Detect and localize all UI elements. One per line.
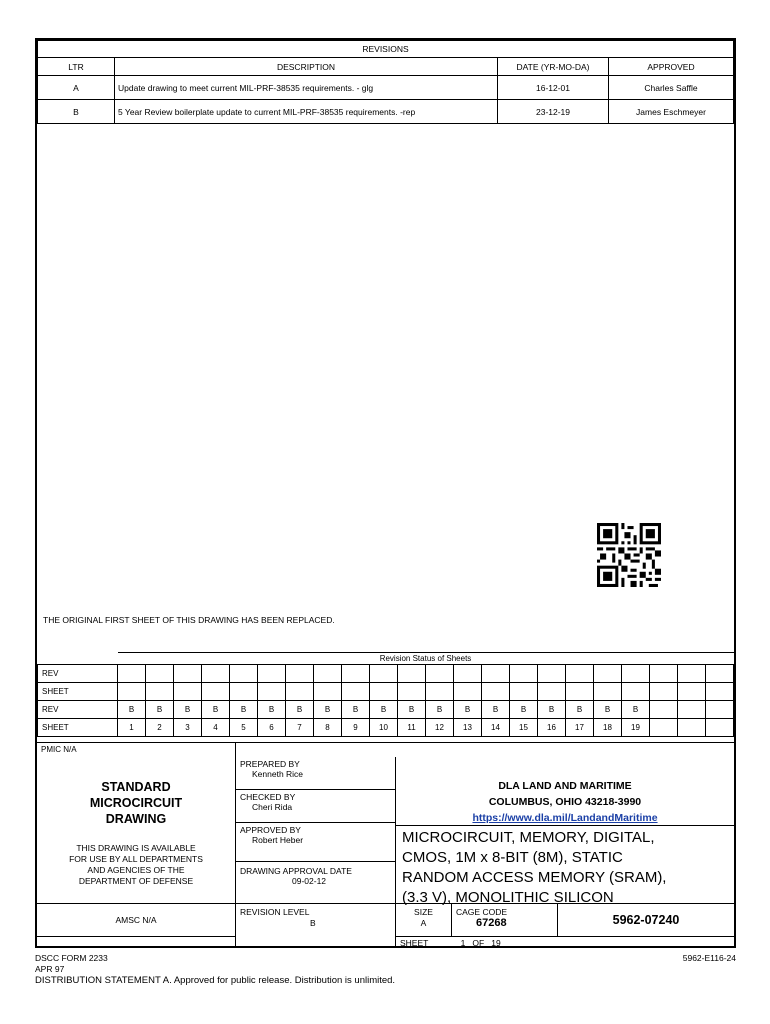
availability-line1: THIS DRAWING IS AVAILABLE	[76, 843, 196, 853]
revisions-table	[37, 40, 734, 124]
status-cell-empty	[258, 683, 286, 701]
rev-desc: 5 Year Review boilerplate update to current MIL-PRF-38535 requirements. -rep	[115, 100, 498, 124]
rev-ltr: B	[38, 100, 115, 124]
status-cell-empty	[202, 665, 230, 683]
checked-label: CHECKED BY	[240, 792, 296, 802]
footer-code: 5962-E116-24	[682, 953, 736, 963]
cage-code-cell	[452, 903, 558, 936]
status-cell-empty	[286, 665, 314, 683]
status-cell: B	[174, 701, 202, 719]
status-cell-empty	[230, 665, 258, 683]
status-cell-empty	[650, 665, 678, 683]
revision-row	[38, 100, 734, 124]
status-cell-empty	[118, 665, 146, 683]
checked-by: Cheri Rida	[252, 802, 293, 812]
sheet-value: 1 OF 19	[460, 938, 501, 948]
sheet-cell	[396, 936, 734, 948]
status-cell: B	[258, 701, 286, 719]
status-cell: 4	[202, 719, 230, 737]
size-label: SIZE	[414, 907, 433, 917]
approved-by-cell	[236, 823, 396, 862]
status-cell: B	[202, 701, 230, 719]
standard-drawing-block	[37, 757, 236, 903]
status-cell: B	[426, 701, 454, 719]
availability-line3: AND AGENCIES OF THE	[87, 865, 185, 875]
status-cell-empty	[146, 665, 174, 683]
revisions-title: REVISIONS	[38, 41, 734, 58]
status-cell: 5	[230, 719, 258, 737]
revision-status-title: Revision Status of Sheets	[118, 653, 734, 665]
rev-label: REV	[38, 701, 118, 719]
revision-level-cell	[236, 903, 396, 948]
status-cell-empty	[538, 683, 566, 701]
prepared-by-cell	[236, 757, 396, 790]
prepared-by: Kenneth Rice	[252, 769, 304, 779]
size-value: A	[420, 918, 427, 928]
status-cell-empty	[398, 665, 426, 683]
status-cell: 14	[482, 719, 510, 737]
status-cell: B	[314, 701, 342, 719]
status-cell-empty	[426, 683, 454, 701]
status-cell: B	[286, 701, 314, 719]
status-cell-empty	[594, 665, 622, 683]
status-cell-empty	[678, 719, 706, 737]
sheet-label: SHEET	[38, 683, 118, 701]
availability-line4: DEPARTMENT OF DEFENSE	[78, 876, 194, 886]
dla-link[interactable]: https://www.dla.mil/LandandMaritime	[472, 812, 658, 824]
original-sheet-note: THE ORIGINAL FIRST SHEET OF THIS DRAWING HAS BEEN REPLACED.	[43, 615, 335, 625]
approval-date: 09-02-12	[292, 876, 327, 886]
status-cell: B	[510, 701, 538, 719]
revision-row	[38, 76, 734, 100]
status-cell-empty	[566, 683, 594, 701]
status-cell-empty	[286, 683, 314, 701]
drawing-title	[396, 826, 734, 906]
header-approved: APPROVED	[609, 58, 734, 76]
header-date: DATE (YR-MO-DA)	[498, 58, 609, 76]
header-ltr: LTR	[38, 58, 115, 76]
sheet-cell-label: SHEET	[400, 938, 429, 948]
amsc-label: AMSC N/A	[37, 903, 236, 936]
status-cell-empty	[650, 719, 678, 737]
status-cell: 16	[538, 719, 566, 737]
status-cell: 2	[146, 719, 174, 737]
status-cell: 19	[622, 719, 650, 737]
dla-city: COLUMBUS, OHIO 43218-3990	[488, 796, 642, 808]
revision-level: B	[310, 918, 316, 928]
status-cell-empty	[398, 683, 426, 701]
status-cell-empty	[454, 665, 482, 683]
status-cell-empty	[454, 683, 482, 701]
status-cell: B	[454, 701, 482, 719]
approval-date-cell	[236, 862, 396, 903]
header-description: DESCRIPTION	[115, 58, 498, 76]
status-cell-empty	[706, 719, 734, 737]
rev-desc: Update drawing to meet current MIL-PRF-38535 requirements. - glg	[115, 76, 498, 100]
status-cell-empty	[594, 683, 622, 701]
status-cell-empty	[622, 665, 650, 683]
status-cell: 15	[510, 719, 538, 737]
status-cell: B	[482, 701, 510, 719]
status-cell-empty	[230, 683, 258, 701]
status-cell: B	[118, 701, 146, 719]
title-line: RANDOM ACCESS MEMORY (SRAM),	[402, 869, 667, 886]
status-cell: B	[622, 701, 650, 719]
form-date: APR 97	[35, 964, 65, 974]
dla-name: DLA LAND AND MARITIME	[498, 780, 632, 792]
qr-code-icon	[597, 523, 661, 587]
title-line: (3.3 V), MONOLITHIC SILICON	[402, 889, 614, 906]
status-cell: B	[230, 701, 258, 719]
status-cell: B	[370, 701, 398, 719]
status-cell: 18	[594, 719, 622, 737]
status-cell: B	[398, 701, 426, 719]
rev-approved: Charles Saffle	[609, 76, 734, 100]
status-cell: B	[146, 701, 174, 719]
status-cell-empty	[678, 701, 706, 719]
rev-label: REV	[38, 665, 118, 683]
status-cell: 3	[174, 719, 202, 737]
status-cell-empty	[314, 683, 342, 701]
rev-ltr: A	[38, 76, 115, 100]
dla-block	[396, 757, 734, 826]
drawing-frame	[35, 38, 736, 948]
checked-by-cell	[236, 790, 396, 823]
status-cell-empty	[174, 683, 202, 701]
status-cell: 6	[258, 719, 286, 737]
status-cell: 12	[426, 719, 454, 737]
status-cell: 9	[342, 719, 370, 737]
form-number: DSCC FORM 2233	[35, 953, 108, 963]
status-cell-empty	[118, 683, 146, 701]
title-line: CMOS, 1M x 8-BIT (8M), STATIC	[402, 849, 623, 866]
status-cell-empty	[370, 683, 398, 701]
size-cell	[396, 903, 452, 936]
pmic-label: PMIC N/A	[37, 742, 236, 757]
status-cell: 10	[370, 719, 398, 737]
rev-approved: James Eschmeyer	[609, 100, 734, 124]
status-cell-empty	[650, 683, 678, 701]
status-cell-empty	[258, 665, 286, 683]
distribution-statement: DISTRIBUTION STATEMENT A. Approved for public release. Distribution is unlimited.	[35, 975, 396, 986]
status-cell: 17	[566, 719, 594, 737]
title-block	[37, 757, 734, 948]
status-cell: 7	[286, 719, 314, 737]
rev-date: 23-12-19	[498, 100, 609, 124]
status-cell-empty	[482, 665, 510, 683]
status-cell-empty	[678, 683, 706, 701]
approved-by: Robert Heber	[252, 835, 304, 845]
status-cell-empty	[202, 683, 230, 701]
cage-code: 67268	[476, 917, 507, 929]
approved-label: APPROVED BY	[240, 825, 301, 835]
status-cell-empty	[426, 665, 454, 683]
status-cell: 11	[398, 719, 426, 737]
status-cell: B	[538, 701, 566, 719]
approval-date-label: DRAWING APPROVAL DATE	[240, 866, 352, 876]
revision-status-table	[37, 652, 734, 737]
status-cell-empty	[342, 665, 370, 683]
status-cell-empty	[566, 665, 594, 683]
status-cell-empty	[146, 683, 174, 701]
status-cell-empty	[510, 683, 538, 701]
status-cell-empty	[314, 665, 342, 683]
revision-level-label: REVISION LEVEL	[240, 907, 310, 917]
status-cell-empty	[538, 665, 566, 683]
status-cell-empty	[174, 665, 202, 683]
status-cell-empty	[370, 665, 398, 683]
availability-line2: FOR USE BY ALL DEPARTMENTS	[69, 854, 203, 864]
drawing-number: 5962-07240	[558, 903, 734, 936]
status-cell-empty	[678, 665, 706, 683]
status-cell-empty	[706, 683, 734, 701]
status-cell-empty	[482, 683, 510, 701]
status-cell: B	[566, 701, 594, 719]
status-cell-empty	[706, 665, 734, 683]
status-cell-empty	[342, 683, 370, 701]
status-cell-empty	[706, 701, 734, 719]
status-cell: B	[342, 701, 370, 719]
status-cell-empty	[622, 683, 650, 701]
cage-label: CAGE CODE	[456, 907, 508, 917]
prepared-label: PREPARED BY	[240, 759, 300, 769]
status-cell: 8	[314, 719, 342, 737]
standard-line1: STANDARD	[101, 780, 171, 794]
footer	[35, 953, 395, 986]
rev-date: 16-12-01	[498, 76, 609, 100]
sheet-label: SHEET	[38, 719, 118, 737]
standard-line3: DRAWING	[105, 812, 167, 826]
title-line: MICROCIRCUIT, MEMORY, DIGITAL,	[402, 829, 655, 846]
standard-line2: MICROCIRCUIT	[89, 796, 183, 810]
status-cell-empty	[650, 701, 678, 719]
status-cell: B	[594, 701, 622, 719]
status-cell: 13	[454, 719, 482, 737]
status-cell: 1	[118, 719, 146, 737]
status-cell-empty	[510, 665, 538, 683]
